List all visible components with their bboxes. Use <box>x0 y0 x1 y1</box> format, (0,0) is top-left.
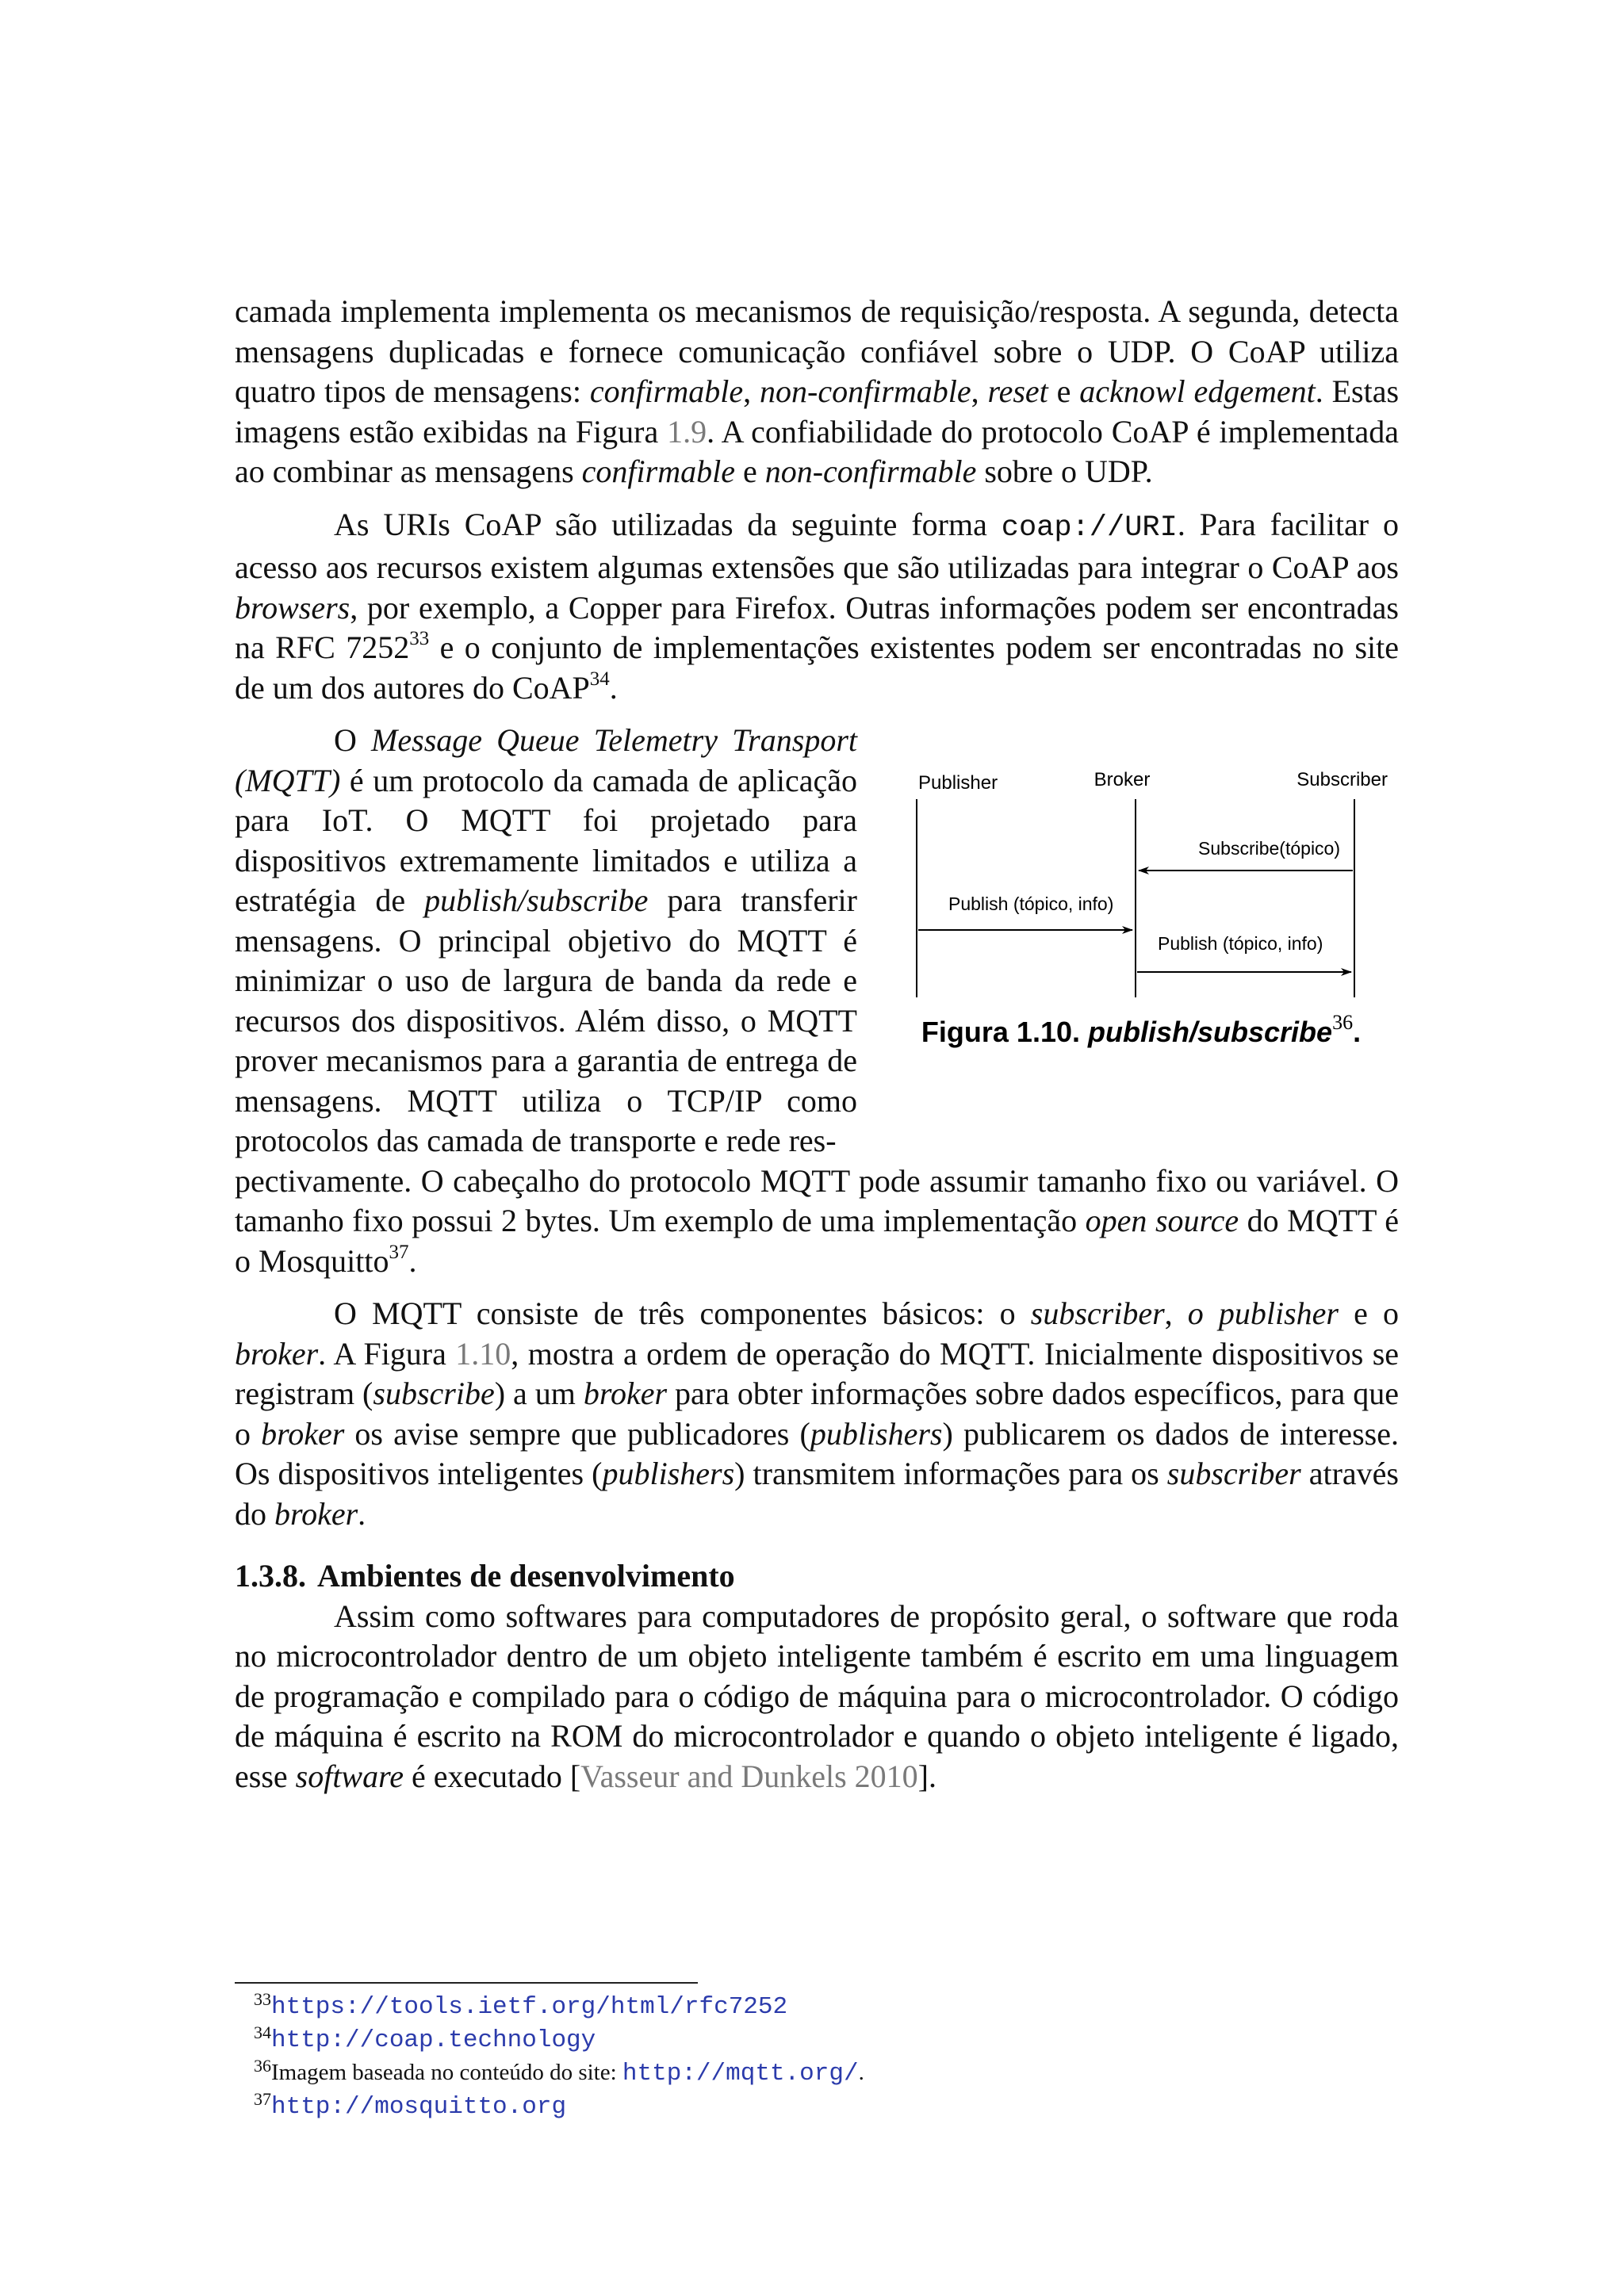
footnote-link[interactable]: http://coap.technology <box>271 2026 596 2054</box>
sequence-diagram <box>883 763 1399 997</box>
subscriber-label: Subscriber <box>1297 769 1388 790</box>
page-body <box>235 292 1399 1797</box>
footnote-marker[interactable]: 34 <box>589 668 610 690</box>
figure-reference-link[interactable]: 1.10 <box>455 1335 511 1372</box>
section-number: 1.3.8. <box>235 1558 306 1594</box>
footnote-marker[interactable]: 36 <box>1332 1011 1354 1034</box>
footnote-link[interactable]: http://mqtt.org/ <box>622 2060 859 2087</box>
footnote-link[interactable]: http://mosquitto.org <box>271 2093 567 2121</box>
footnote-marker[interactable]: 33 <box>409 628 430 649</box>
footnote-33: $^{33}$https://tools.ietf.org/html/rfc7252 <box>254 1989 788 2021</box>
figure-caption: Figura 1.10. publish/subscribe$^{36}$. <box>921 1011 1362 1048</box>
publish-message-label-2: Publish (tópico, info) <box>1158 933 1323 954</box>
footnotes <box>235 1982 1399 2123</box>
footnote-link[interactable]: https://tools.ietf.org/html/rfc7252 <box>271 1993 788 2021</box>
figure-reference-link[interactable]: 1.9 <box>667 413 707 450</box>
paragraph-mqtt-intro: O Message Queue Telemetry Transport (MQTT) é um protocolo da camada de aplicação para IoT. O MQTT foi projetado para dispositivos extremamente limitados e utiliza a estratégia de publish/subscribe para transferir mensagens. O principal objetivo do MQTT é minimizar o uso de largura de banda da rede e recursos dos dispositivos. Além disso, o MQTT prover mecanismos para a garantia de entrega de mensagens. MQTT utiliza o TCP/IP como protocolos das camada de transporte e rede res- <box>235 722 857 1158</box>
section-title: Ambientes de desenvolvimento <box>317 1558 735 1594</box>
paragraph-mqtt-continued: pectivamente. O cabeçalho do protocolo MQTT pode assumir tamanho fixo ou variável. O tamanho fixo possui 2 bytes. Um exemplo de uma implementação open source do MQTT é o Mosquitto$^{37}$. <box>235 1162 1399 1279</box>
publish-message-label-1: Publish (tópico, info) <box>948 894 1114 914</box>
citation-link[interactable]: Vasseur and Dunkels 2010 <box>580 1758 918 1794</box>
figure-publish-subscribe <box>883 763 1399 1161</box>
footnote-divider <box>235 1982 698 1984</box>
paragraph-mqtt-components: O MQTT consiste de três componentes básicos: o subscriber, o publisher e o broker. A Figura 1.10, mostra a ordem de operação do MQTT. Inicialmente dispositivos se registram (subscribe) a um broker para obter informações sobre dados específicos, para que o broker os avise sempre que publicadores (publishers) publicarem os dados de interesse. Os dispositivos inteligentes (publishers) transmitem informações para os subscriber através do broker. <box>235 1295 1400 1532</box>
publisher-label: Publisher <box>918 772 998 794</box>
paragraph-coap-messages: camada implementa implementa os mecanismos de requisição/resposta. A segunda, detecta mensagens duplicadas e fornece comunicação confiável sobre o UDP. O CoAP utiliza quatro tipos de mensagens: confirmable, non-confirmable, reset e acknowl edgement. Estas imagens estão exibidas na Figura 1.9. A confiabilidade do protocolo CoAP é implementada ao combinar as mensagens confirmable e non-confirmable sobre o UDP. <box>235 293 1400 489</box>
paragraph-coap-uris: As URIs CoAP são utilizadas da seguinte forma coap://URI. Para facilitar o acesso aos recursos existem algumas extensões que são utilizadas para integrar o CoAP aos browsers, por exemplo, a Copper para Firefox. Outras informações podem ser encontradas na RFC 7252$^{33}$ e o conjunto de implementações existentes podem ser encontradas no site de um dos autores do CoAP$^{34}$. <box>235 506 1399 706</box>
subscribe-message-label: Subscribe(tópico) <box>1198 838 1340 859</box>
broker-label: Broker <box>1094 769 1151 790</box>
inline-code: coap://URI <box>1001 511 1178 545</box>
footnote-marker[interactable]: 37 <box>389 1241 409 1263</box>
footnote-37: $^{37}$http://mosquitto.org <box>254 2089 567 2121</box>
footnote-34: $^{34}$http://coap.technology <box>254 2022 596 2054</box>
footnote-36: $^{36}$Imagem baseada no conteúdo do site: http://mqtt.org/. <box>254 2056 864 2087</box>
mqtt-wrap-section <box>235 721 1399 1161</box>
section-heading <box>235 1556 1399 1597</box>
paragraph-dev-environments: Assim como softwares para computadores de propósito geral, o software que roda no microcontrolador dentro de um objeto inteligente também é escrito em uma linguagem de programação e compilado para o código de máquina para o microcontrolador. O código de máquina é escrito na ROM do microcontrolador e quando o objeto inteligente é ligado, esse software é executado [Vasseur and Dunkels 2010]. <box>235 1598 1399 1794</box>
